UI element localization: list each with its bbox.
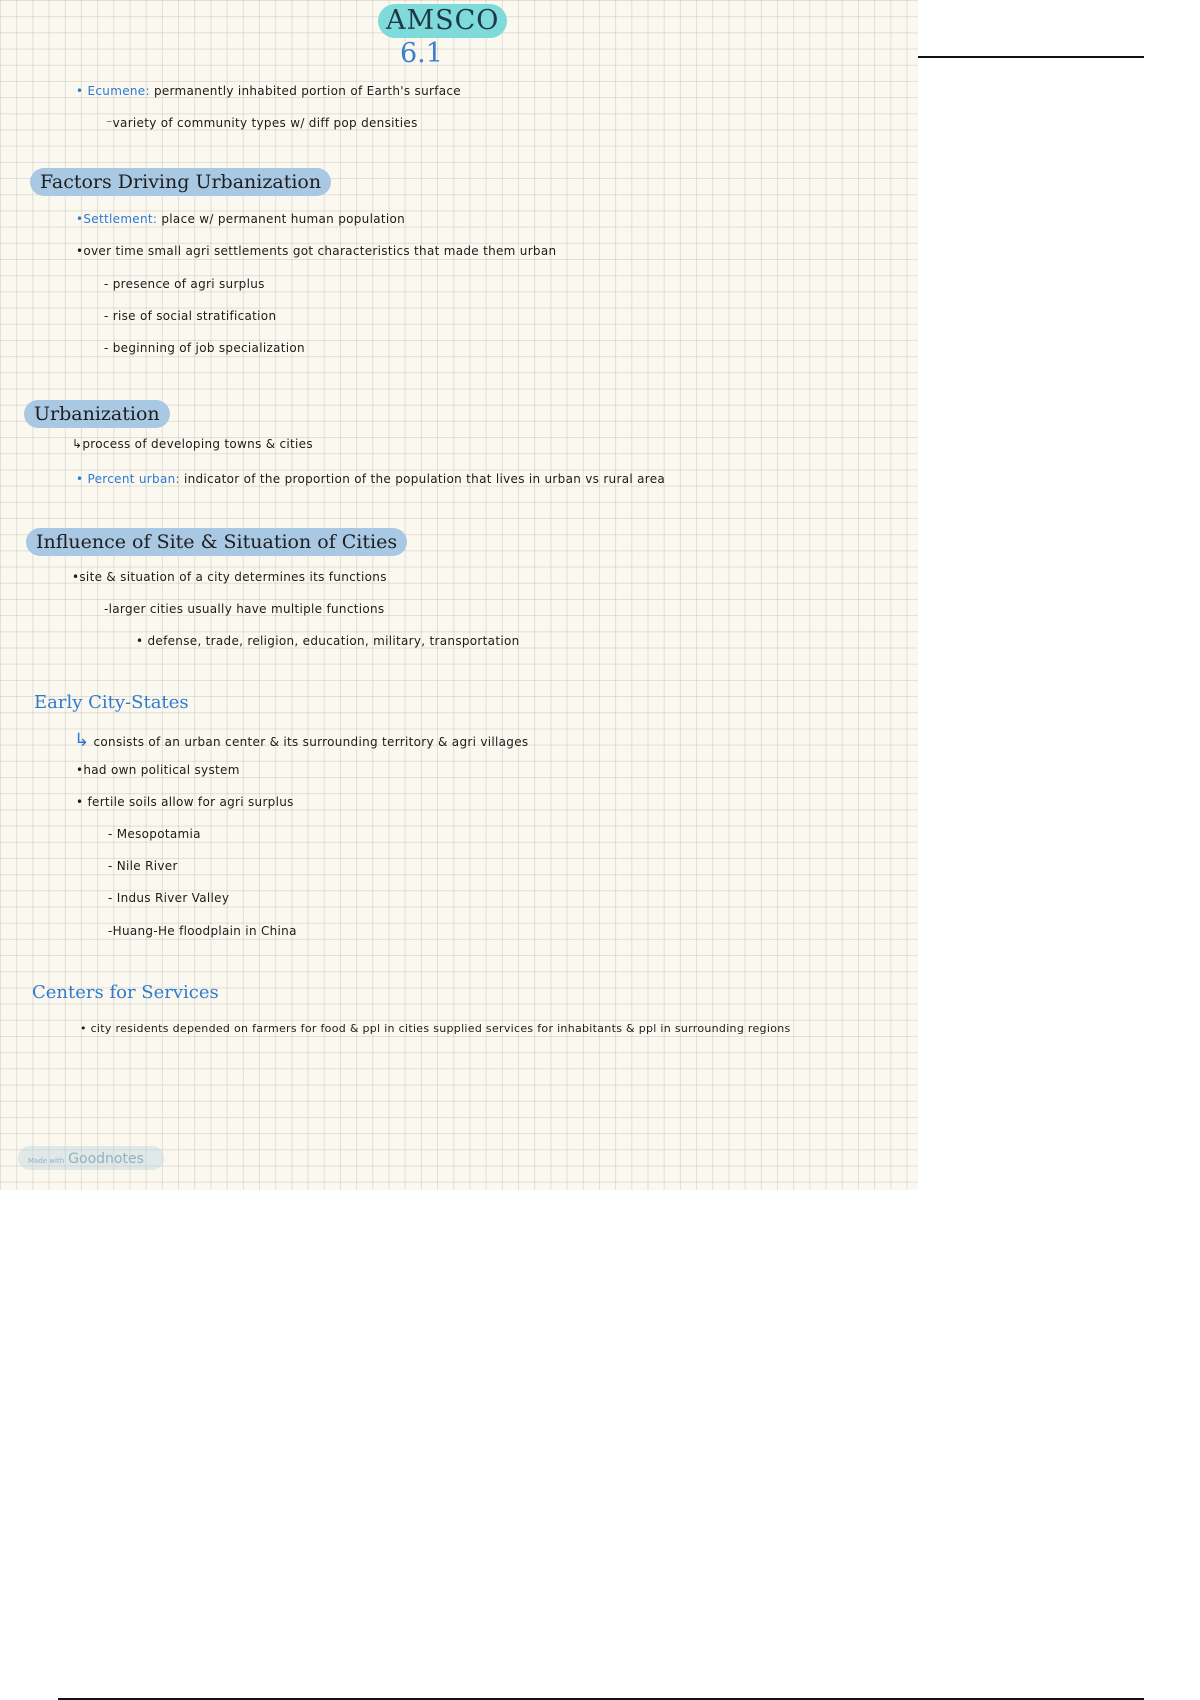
page-title: AMSCO	[378, 4, 507, 38]
note-line-mesopotamia: - Mesopotamia	[108, 827, 201, 841]
divider-top	[918, 56, 1144, 58]
bullet: •	[76, 472, 84, 486]
term-ecumene: Ecumene:	[87, 84, 150, 98]
page-number: 6.1	[400, 38, 443, 69]
heading-services: Centers for Services	[32, 982, 219, 1003]
note-line-surplus: - presence of agri surplus	[104, 277, 265, 291]
note-line-services: • city residents depended on farmers for food & ppl in cities supplied services for inhabitants & ppl in surrounding regions	[80, 1022, 791, 1035]
note-line-political: •had own political system	[76, 763, 240, 777]
note-line-ecumene-sub: ⁻variety of community types w/ diff pop densities	[106, 116, 418, 130]
note-line-fertile: • fertile soils allow for agri surplus	[76, 795, 294, 809]
definition-percent-urban: indicator of the proportion of the population that lives in urban vs rural area	[183, 472, 666, 486]
term-percent-urban: Percent urban:	[87, 472, 180, 486]
heading-influence: Influence of Site & Situation of Cities	[26, 528, 407, 556]
consists-of-text: consists of an urban center & its surrounding territory & agri villages	[93, 735, 529, 749]
note-line-process: ↳process of developing towns & cities	[72, 437, 313, 451]
note-line-nile: - Nile River	[108, 859, 178, 873]
watermark-brand: Goodnotes	[68, 1151, 144, 1167]
bullet: •	[76, 84, 84, 98]
note-line-ecumene	[76, 84, 461, 98]
watermark-made-with: Made with	[28, 1157, 65, 1165]
definition-settlement: place w/ permanent human population	[161, 212, 406, 226]
note-line-larger-cities: -larger cities usually have multiple functions	[104, 602, 385, 616]
note-line-settlement	[76, 212, 405, 226]
note-line-functions: • defense, trade, religion, education, military, transportation	[136, 634, 520, 648]
note-line-site-determines: •site & situation of a city determines its functions	[72, 570, 387, 584]
goodnotes-watermark	[18, 1146, 164, 1170]
note-line-consists-of	[74, 730, 528, 751]
bullet: •	[76, 212, 84, 226]
note-line-indus: - Indus River Valley	[108, 891, 230, 905]
term-settlement: Settlement:	[83, 212, 158, 226]
note-line-huang-he: -Huang-He floodplain in China	[108, 924, 297, 938]
curved-arrow-icon: ↳	[74, 730, 90, 751]
note-line-specialization: - beginning of job specialization	[104, 341, 305, 355]
heading-urbanization: Urbanization	[24, 400, 170, 428]
heading-factors: Factors Driving Urbanization	[30, 168, 331, 196]
note-line-over-time: •over time small agri settlements got characteristics that made them urban	[76, 244, 557, 258]
heading-city-states: Early City-States	[34, 692, 189, 713]
definition-ecumene: permanently inhabited portion of Earth's surface	[153, 84, 461, 98]
note-line-percent-urban	[76, 472, 665, 486]
note-line-stratification: - rise of social stratification	[104, 309, 277, 323]
